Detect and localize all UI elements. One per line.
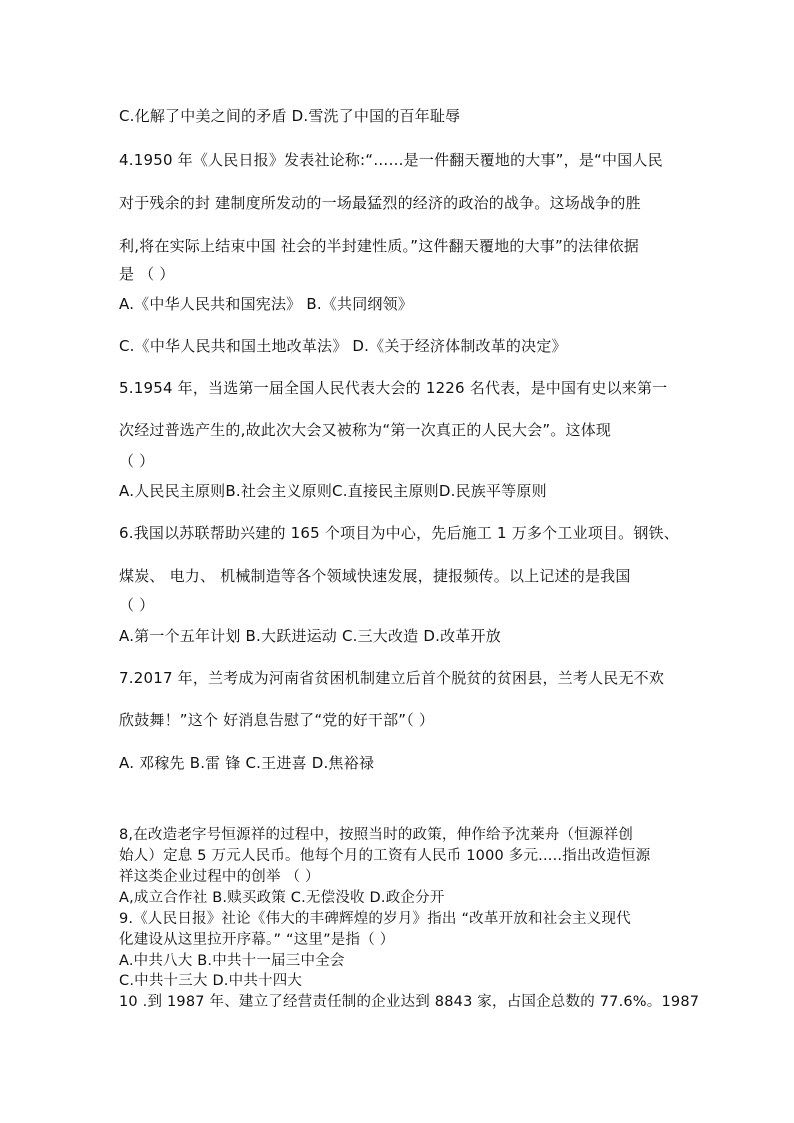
question-4-options-ab: A.《中华人民共和国宪法》 B.《共同纲领》 <box>119 295 413 313</box>
question-5-options: A.人民民主原则B.社会主义原则C.直接民主原则D.民族平等原则 <box>119 482 547 500</box>
question-7-line-2: 欣鼓舞！”这个 好消息告慰了“党的好干部”（ ） <box>119 711 435 729</box>
question-6-line-1: 6.我国以苏联帮助兴建的 165 个项目为中心，先后施工 1 万多个工业项目。钢铁、 <box>119 524 679 542</box>
question-7-line-1: 7.2017 年，兰考成为河南省贫困机制建立后首个脱贫的贫困县，兰考人民无不欢 <box>119 669 665 687</box>
question-7-options: A. 邓稼先 B.雷 锋 C.王进喜 D.焦裕禄 <box>119 754 375 772</box>
question-5-line-1: 5.1954 年，当选第一届全国人民代表大会的 1226 名代表，是中国有史以来第一 <box>119 379 668 397</box>
question-4-line-4: 是 （ ） <box>119 265 175 283</box>
question-10-line-1: 10 .到 1987 年、建立了经营责任制的企业达到 8843 家，占国企总数的 77.6%。1987 <box>119 994 700 1010</box>
question-6-line-3: （ ） <box>119 596 155 614</box>
question-6-line-2: 煤炭、 电力、 机械制造等各个领域快速发展，捷报频传。以上记述的是我国 <box>119 567 631 585</box>
question-8-options: A,成立合作社 B.赎买政策 C.无偿没收 D.政企分开 <box>119 890 445 906</box>
question-6-options: A.第一个五年计划 B.大跃进运动 C.三大改造 D.改革开放 <box>119 627 501 645</box>
question-4-line-2: 对于残余的封 建制度所发动的一场最猛烈的经济的政治的战争。这场战争的胜 <box>119 194 641 212</box>
option-line: C.化解了中美之间的矛盾 D.雪洗了中国的百年耻辱 <box>119 107 461 125</box>
question-8-line-1: 8,在改造老字号恒源祥的过程中，按照当时的政策，伸作给予沈莱舟（恒源祥创 <box>119 827 634 843</box>
question-5-line-3: （ ） <box>119 452 155 470</box>
question-5-line-2: 次经过普选产生的,故此次大会又被称为“第一次真正的人民大会”。这体现 <box>119 421 612 439</box>
question-9-line-2: 化建设从这里拉开序幕。” “这里”是指（ ） <box>119 932 395 948</box>
question-8-line-3: 祥这类企业过程中的创举 （ ） <box>119 869 320 885</box>
question-4-line-1: 4.1950 年《人民日报》发表社论称:“……是一件翻天覆地的大事”，是“中国人民 <box>119 151 663 169</box>
question-8-line-2: 始人）定息 5 万元人民币。他每个月的工资有人民币 1000 多元.....指出改造恒源 <box>119 848 651 864</box>
question-9-options-ab: A.中共八大 B.中共十一届三中全会 <box>119 953 345 969</box>
question-9-options-cd: C.中共十三大 D.中共十四大 <box>119 973 303 989</box>
question-9-line-1: 9.《人民日报》社论《伟大的丰碑辉煌的岁月》指出 “改革开放和社会主义现代 <box>119 911 631 927</box>
question-4-line-3: 利,将在实际上结束中国 社会的半封建性质。”这件翻天覆地的大事”的法律依据 <box>119 237 639 255</box>
question-4-options-cd: C.《中华人民共和国土地改革法》 D.《关于经济体制改革的决定》 <box>119 337 567 355</box>
